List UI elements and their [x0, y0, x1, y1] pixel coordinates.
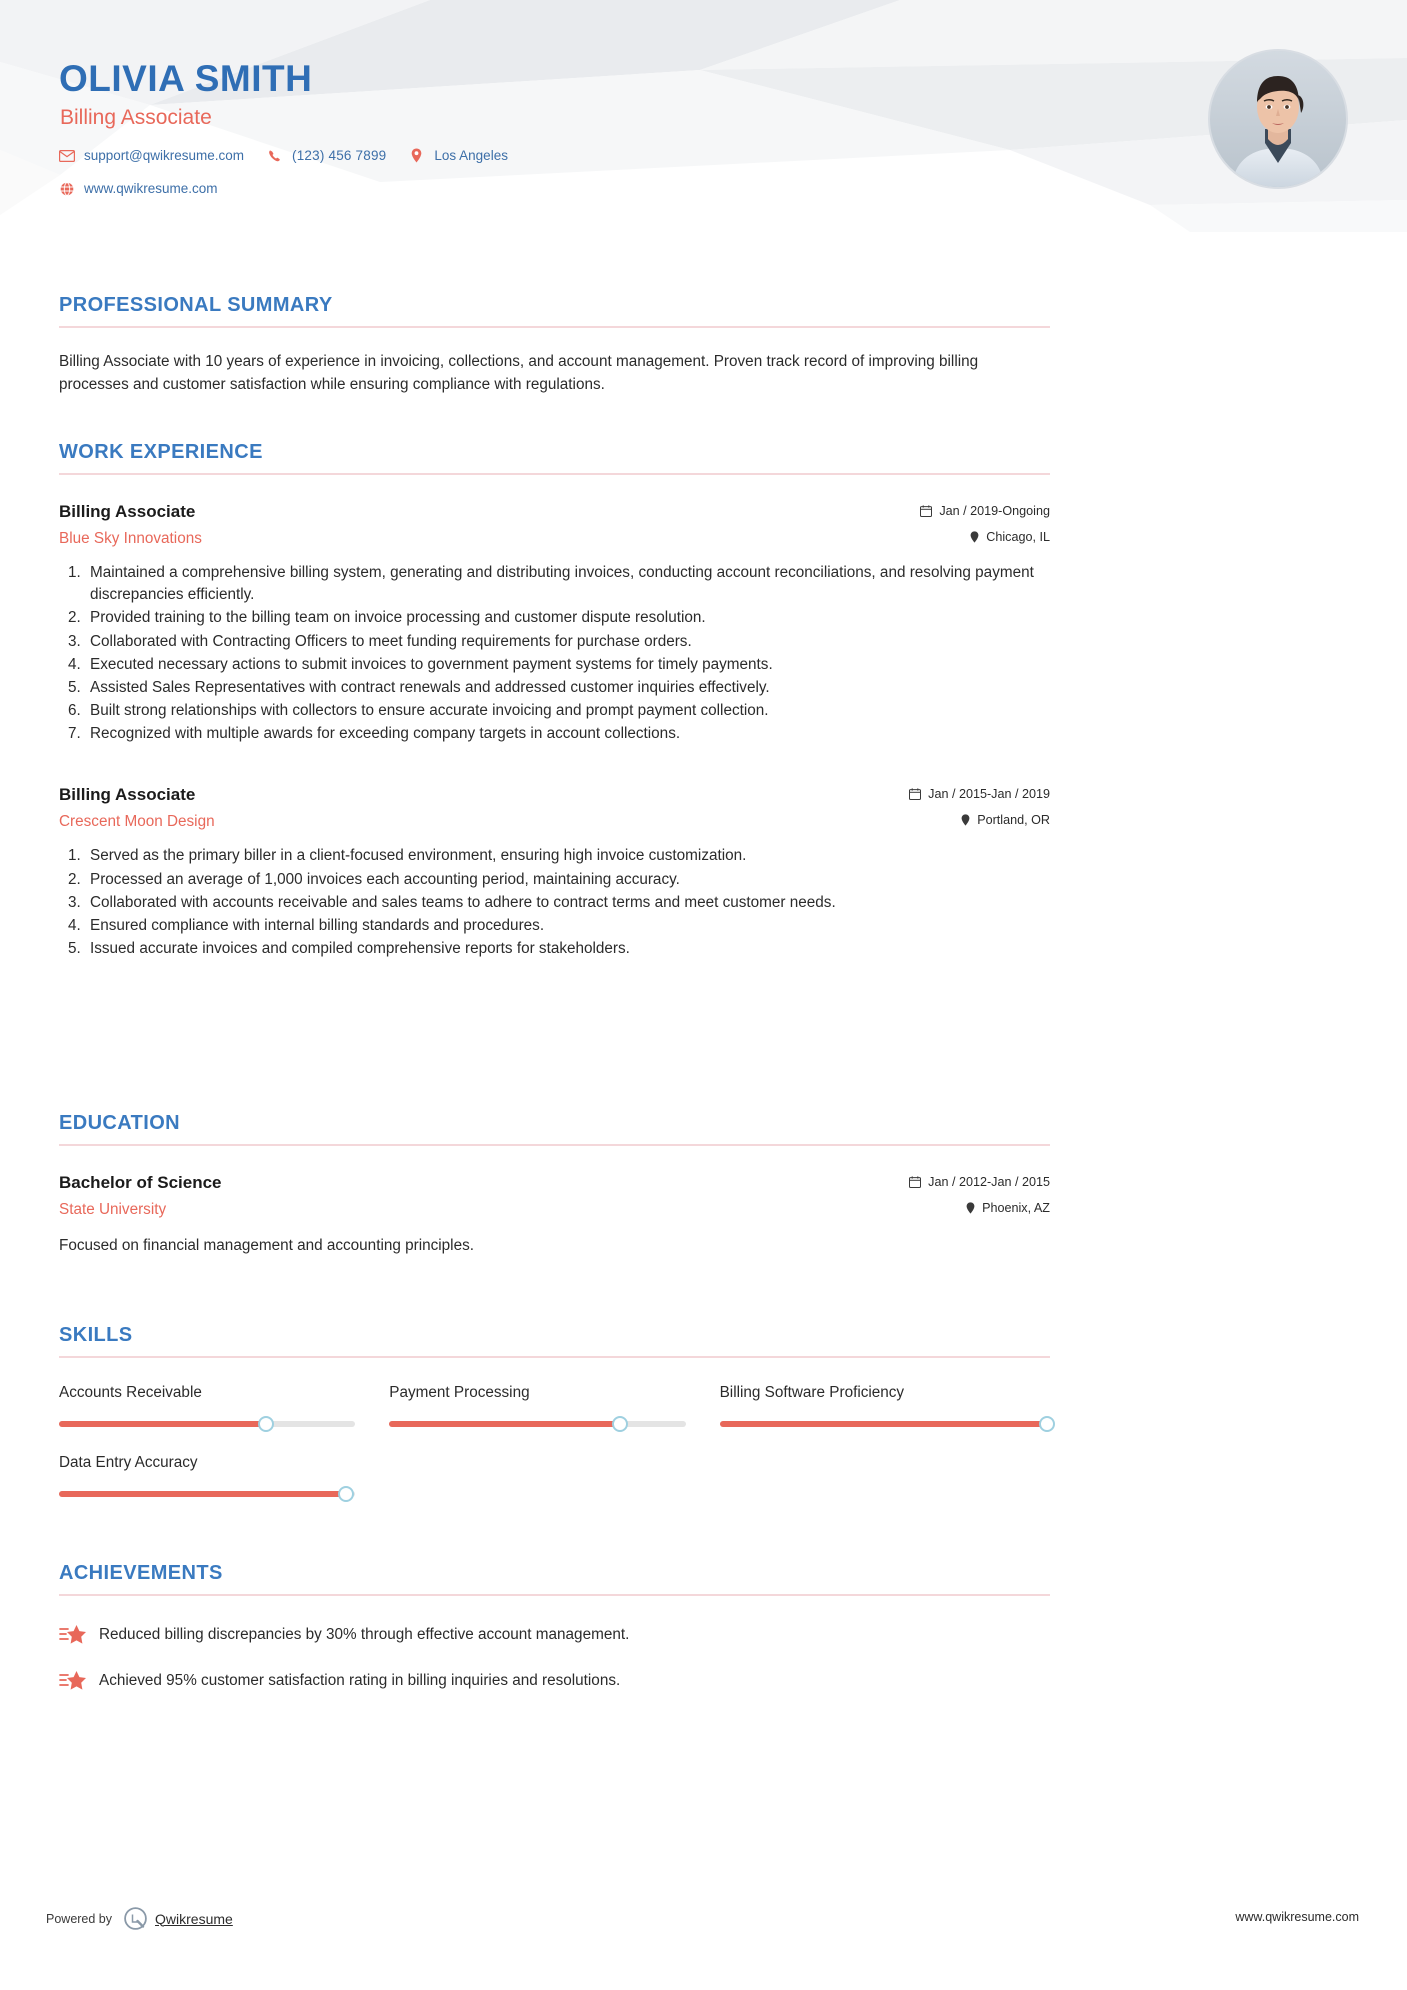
- skill-slider[interactable]: [59, 1486, 355, 1502]
- section-divider: [59, 326, 1050, 328]
- education-entry: [59, 1173, 1050, 1258]
- experience-dates-row: [909, 787, 1050, 801]
- skill-slider[interactable]: [389, 1416, 685, 1432]
- experience-dates-row: [920, 504, 1050, 518]
- skill-label: Data Entry Accuracy: [59, 1454, 198, 1471]
- footer-branding: [46, 1906, 233, 1931]
- skill-item: [720, 1384, 1050, 1432]
- list-item: 4. Executed necessary actions to submit invoices to government payment systems for timely payments.: [85, 654, 1050, 676]
- skill-label: Payment Processing: [389, 1384, 530, 1401]
- section-achievements: [59, 1562, 1050, 1715]
- list-item: 5. Issued accurate invoices and compiled comprehensive reports for stakeholders.: [85, 938, 1050, 960]
- experience-bullet-list: [85, 562, 1050, 745]
- achievement-text: Reduced billing discrepancies by 30% through effective account management.: [99, 1626, 630, 1643]
- section-professional-summary: [59, 294, 1050, 396]
- skill-knob[interactable]: [258, 1416, 274, 1432]
- avatar: [1208, 49, 1348, 189]
- skill-slider[interactable]: [59, 1416, 355, 1432]
- education-dates-row: [909, 1175, 1050, 1189]
- job-role-subtitle: Billing Associate: [60, 106, 212, 129]
- skill-knob[interactable]: [612, 1416, 628, 1432]
- footer-brand-name[interactable]: Qwikresume: [155, 1910, 233, 1927]
- footer-website[interactable]: www.qwikresume.com: [1235, 1910, 1359, 1924]
- experience-meta: [920, 504, 1050, 544]
- section-divider: [59, 1144, 1050, 1146]
- contact-phone[interactable]: [266, 147, 386, 164]
- experience-location: Portland, OR: [977, 813, 1050, 828]
- section-work-experience: [59, 441, 1050, 961]
- experience-dates: Jan / 2015-Jan / 2019: [928, 787, 1050, 802]
- contact-location-text: Los Angeles: [434, 148, 508, 163]
- experience-entry-header: [59, 785, 1050, 831]
- education-degree: Bachelor of Science: [59, 1173, 222, 1192]
- skills-grid: [59, 1384, 1050, 1524]
- summary-text: Billing Associate with 10 years of experience in invoicing, collections, and account management. Proven track record of improving billing processes and customer satisfaction while ensuring compliance with regulations.: [59, 353, 979, 393]
- achievement-item: [59, 1623, 1050, 1647]
- education-meta: [909, 1175, 1050, 1215]
- contact-phone-text: (123) 456 7899: [292, 148, 387, 163]
- section-education: [59, 1112, 1050, 1258]
- qwikresume-logo-icon: [123, 1906, 148, 1931]
- section-divider: [59, 1594, 1050, 1596]
- map-pin-icon: [970, 531, 979, 543]
- star-badge-icon: [59, 1623, 87, 1647]
- education-description: Focused on financial management and accounting principles.: [59, 1237, 474, 1254]
- skill-label: Accounts Receivable: [59, 1384, 202, 1401]
- education-school: State University: [59, 1201, 167, 1218]
- list-item: 5. Assisted Sales Representatives with contract renewals and addressed customer inquiries effectively.: [85, 677, 1050, 699]
- section-title-experience: WORK EXPERIENCE: [59, 441, 263, 463]
- map-pin-icon: [961, 814, 970, 826]
- experience-meta: [909, 787, 1050, 827]
- section-title-education: EDUCATION: [59, 1112, 181, 1134]
- experience-dates: Jan / 2019-Ongoing: [939, 504, 1050, 518]
- contact-email[interactable]: [58, 147, 244, 164]
- star-badge-icon: [59, 1669, 87, 1693]
- section-title-achievements: ACHIEVEMENTS: [59, 1562, 223, 1584]
- list-item: 3. Collaborated with Contracting Officers to meet funding requirements for purchase orders.: [85, 631, 1050, 653]
- skill-fill: [389, 1421, 620, 1427]
- section-title-skills: SKILLS: [59, 1324, 133, 1346]
- education-location: Phoenix, AZ: [982, 1201, 1050, 1215]
- achievement-item: [59, 1669, 1050, 1693]
- map-pin-icon: [408, 147, 425, 164]
- experience-bullet-list: [85, 845, 1050, 960]
- footer-powered-by-label: Powered by: [46, 1911, 113, 1926]
- contact-website[interactable]: [58, 180, 218, 197]
- experience-location-row: [909, 813, 1050, 827]
- skill-item: [389, 1384, 719, 1432]
- experience-entry-header: [59, 502, 1050, 548]
- experience-job-title: Billing Associate: [59, 502, 196, 521]
- calendar-icon: [920, 505, 932, 517]
- experience-location-row: [920, 530, 1050, 544]
- skill-fill: [59, 1491, 346, 1497]
- section-divider: [59, 1356, 1050, 1358]
- contact-row-secondary: [58, 180, 240, 197]
- experience-job-title: Billing Associate: [59, 785, 196, 805]
- education-entry-header: [59, 1173, 1050, 1219]
- experience-entry: [59, 502, 1050, 745]
- list-item: 1. Served as the primary biller in a client-focused environment, ensuring high invoice customization.: [85, 845, 1050, 867]
- experience-company: Crescent Moon Design: [59, 813, 215, 831]
- achievement-text: Achieved 95% customer satisfaction rating in billing inquiries and resolutions.: [99, 1672, 621, 1689]
- globe-icon: [58, 180, 75, 197]
- envelope-icon: [58, 147, 75, 164]
- skill-fill: [720, 1421, 1047, 1427]
- experience-entry: [59, 785, 1050, 960]
- section-skills: [59, 1324, 1050, 1524]
- list-item: 2. Provided training to the billing team on invoice processing and customer dispute resolution.: [85, 607, 1050, 629]
- page-title: OLIVIA SMITH: [59, 58, 313, 99]
- list-item: 2. Processed an average of 1,000 invoices each accounting period, maintaining accuracy.: [85, 869, 1050, 891]
- achievements-list: [59, 1623, 1050, 1693]
- contact-location: [408, 147, 508, 164]
- contact-website-text: www.qwikresume.com: [84, 181, 218, 196]
- skill-item: [59, 1384, 389, 1432]
- list-item: 7. Recognized with multiple awards for exceeding company targets in account collections.: [85, 723, 1050, 745]
- resume-header: [0, 0, 1407, 232]
- section-divider: [59, 473, 1050, 475]
- map-pin-icon: [966, 1202, 975, 1214]
- education-dates: Jan / 2012-Jan / 2015: [928, 1175, 1050, 1189]
- skill-slider[interactable]: [720, 1416, 1050, 1432]
- contact-email-text: support@qwikresume.com: [84, 148, 245, 163]
- calendar-icon: [909, 788, 921, 800]
- skill-label: Billing Software Proficiency: [719, 1384, 905, 1401]
- skill-item: [59, 1454, 389, 1502]
- list-item: 4. Ensured compliance with internal billing standards and procedures.: [85, 915, 1050, 937]
- skill-knob[interactable]: [1039, 1416, 1055, 1432]
- contact-row-primary: [58, 147, 530, 164]
- phone-icon: [266, 147, 283, 164]
- section-title-summary: PROFESSIONAL SUMMARY: [59, 294, 333, 316]
- experience-company: Blue Sky Innovations: [59, 530, 202, 547]
- page-footer: [0, 1870, 1407, 1990]
- list-item: 3. Collaborated with accounts receivable and sales teams to adhere to contract terms and meet customer needs.: [85, 892, 1050, 914]
- skill-fill: [59, 1421, 266, 1427]
- skill-knob[interactable]: [338, 1486, 354, 1502]
- experience-location: Chicago, IL: [986, 530, 1050, 544]
- education-location-row: [909, 1201, 1050, 1215]
- list-item: 1. Maintained a comprehensive billing system, generating and distributing invoices, conducting account reconciliations, and resolving payment discrepancies efficiently.: [85, 562, 1050, 606]
- list-item: 6. Built strong relationships with collectors to ensure accurate invoicing and prompt payment collection.: [85, 700, 1050, 722]
- calendar-icon: [909, 1176, 921, 1188]
